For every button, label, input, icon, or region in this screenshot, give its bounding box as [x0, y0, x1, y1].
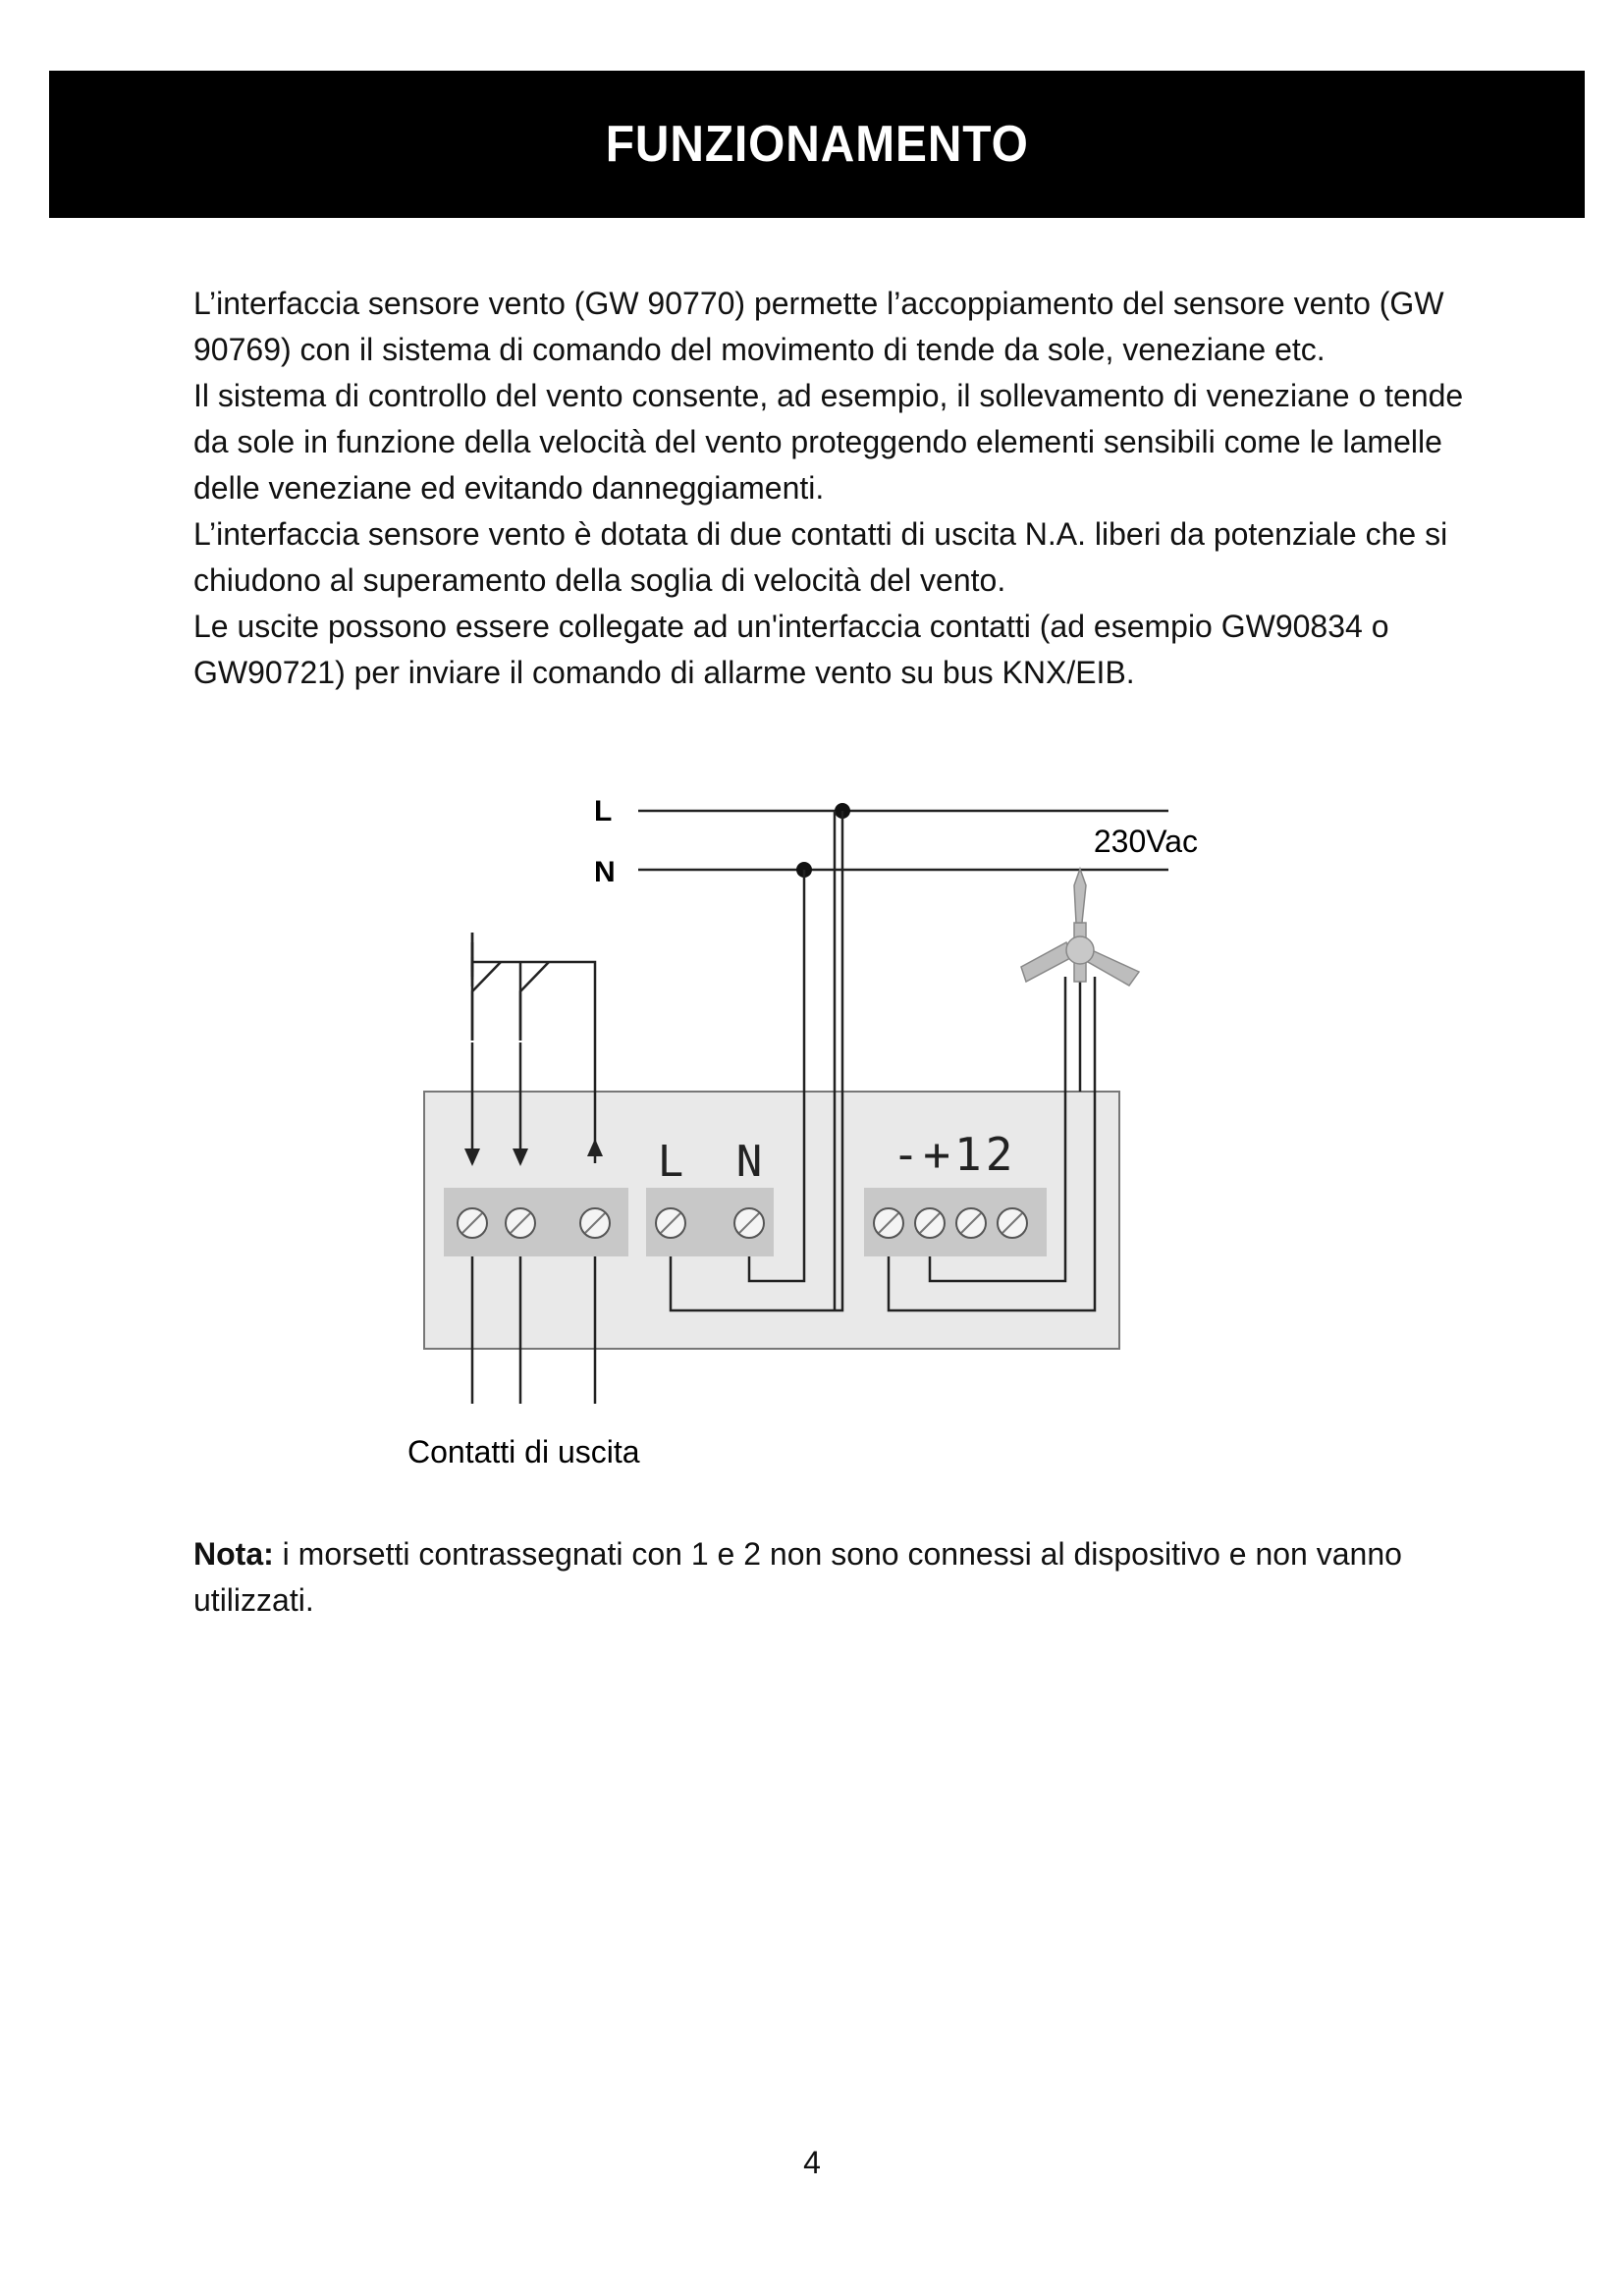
wiring-diagram	[373, 775, 1198, 1482]
paragraph: Il sistema di controllo del vento consente, ad esempio, il sollevamento di veneziane o tende da sole in funzione della velocità del vento proteggendo elementi sensibili come le lamelle delle veneziane ed evitando danneggiamenti.	[193, 378, 1464, 506]
page-number: 4	[803, 2145, 821, 2180]
paragraph: L’interfaccia sensore vento (GW 90770) permette l’accoppiamento del sensore vento (GW 90769) con il sistema di comando del movimento di tende da sole, veneziane etc.	[193, 286, 1444, 367]
note-label: Nota:	[193, 1536, 274, 1572]
switch-contact-icon	[472, 933, 549, 1041]
terminal-sensor-label: -+12	[892, 1128, 1017, 1181]
note-text: i morsetti contrassegnati con 1 e 2 non sono connessi al dispositivo e non vanno utilizzati.	[193, 1536, 1402, 1618]
body-text	[193, 281, 1480, 696]
terminal-n-label: N	[735, 1137, 763, 1187]
line-l-label: L	[594, 795, 613, 828]
voltage-label: 230Vac	[1093, 824, 1198, 859]
paragraph: L’interfaccia sensore vento è dotata di due contatti di uscita N.A. liberi da potenziale che si chiudono al superamento della soglia di velocità del vento.	[193, 516, 1448, 598]
terminal-l-label: L	[657, 1137, 684, 1187]
line-n-label: N	[594, 856, 616, 888]
output-caption: Contatti di uscita	[407, 1434, 640, 1469]
power-lines	[638, 811, 1168, 870]
header-bar	[49, 71, 1585, 218]
paragraph: Le uscite possono essere collegate ad un'interfaccia contatti (ad esempio GW90834 o GW90721) per inviare il comando di allarme vento su bus KNX/EIB.	[193, 609, 1389, 690]
note	[193, 1531, 1480, 1624]
page-title: FUNZIONAMENTO	[605, 116, 1029, 173]
wind-sensor-icon	[1021, 869, 1139, 986]
